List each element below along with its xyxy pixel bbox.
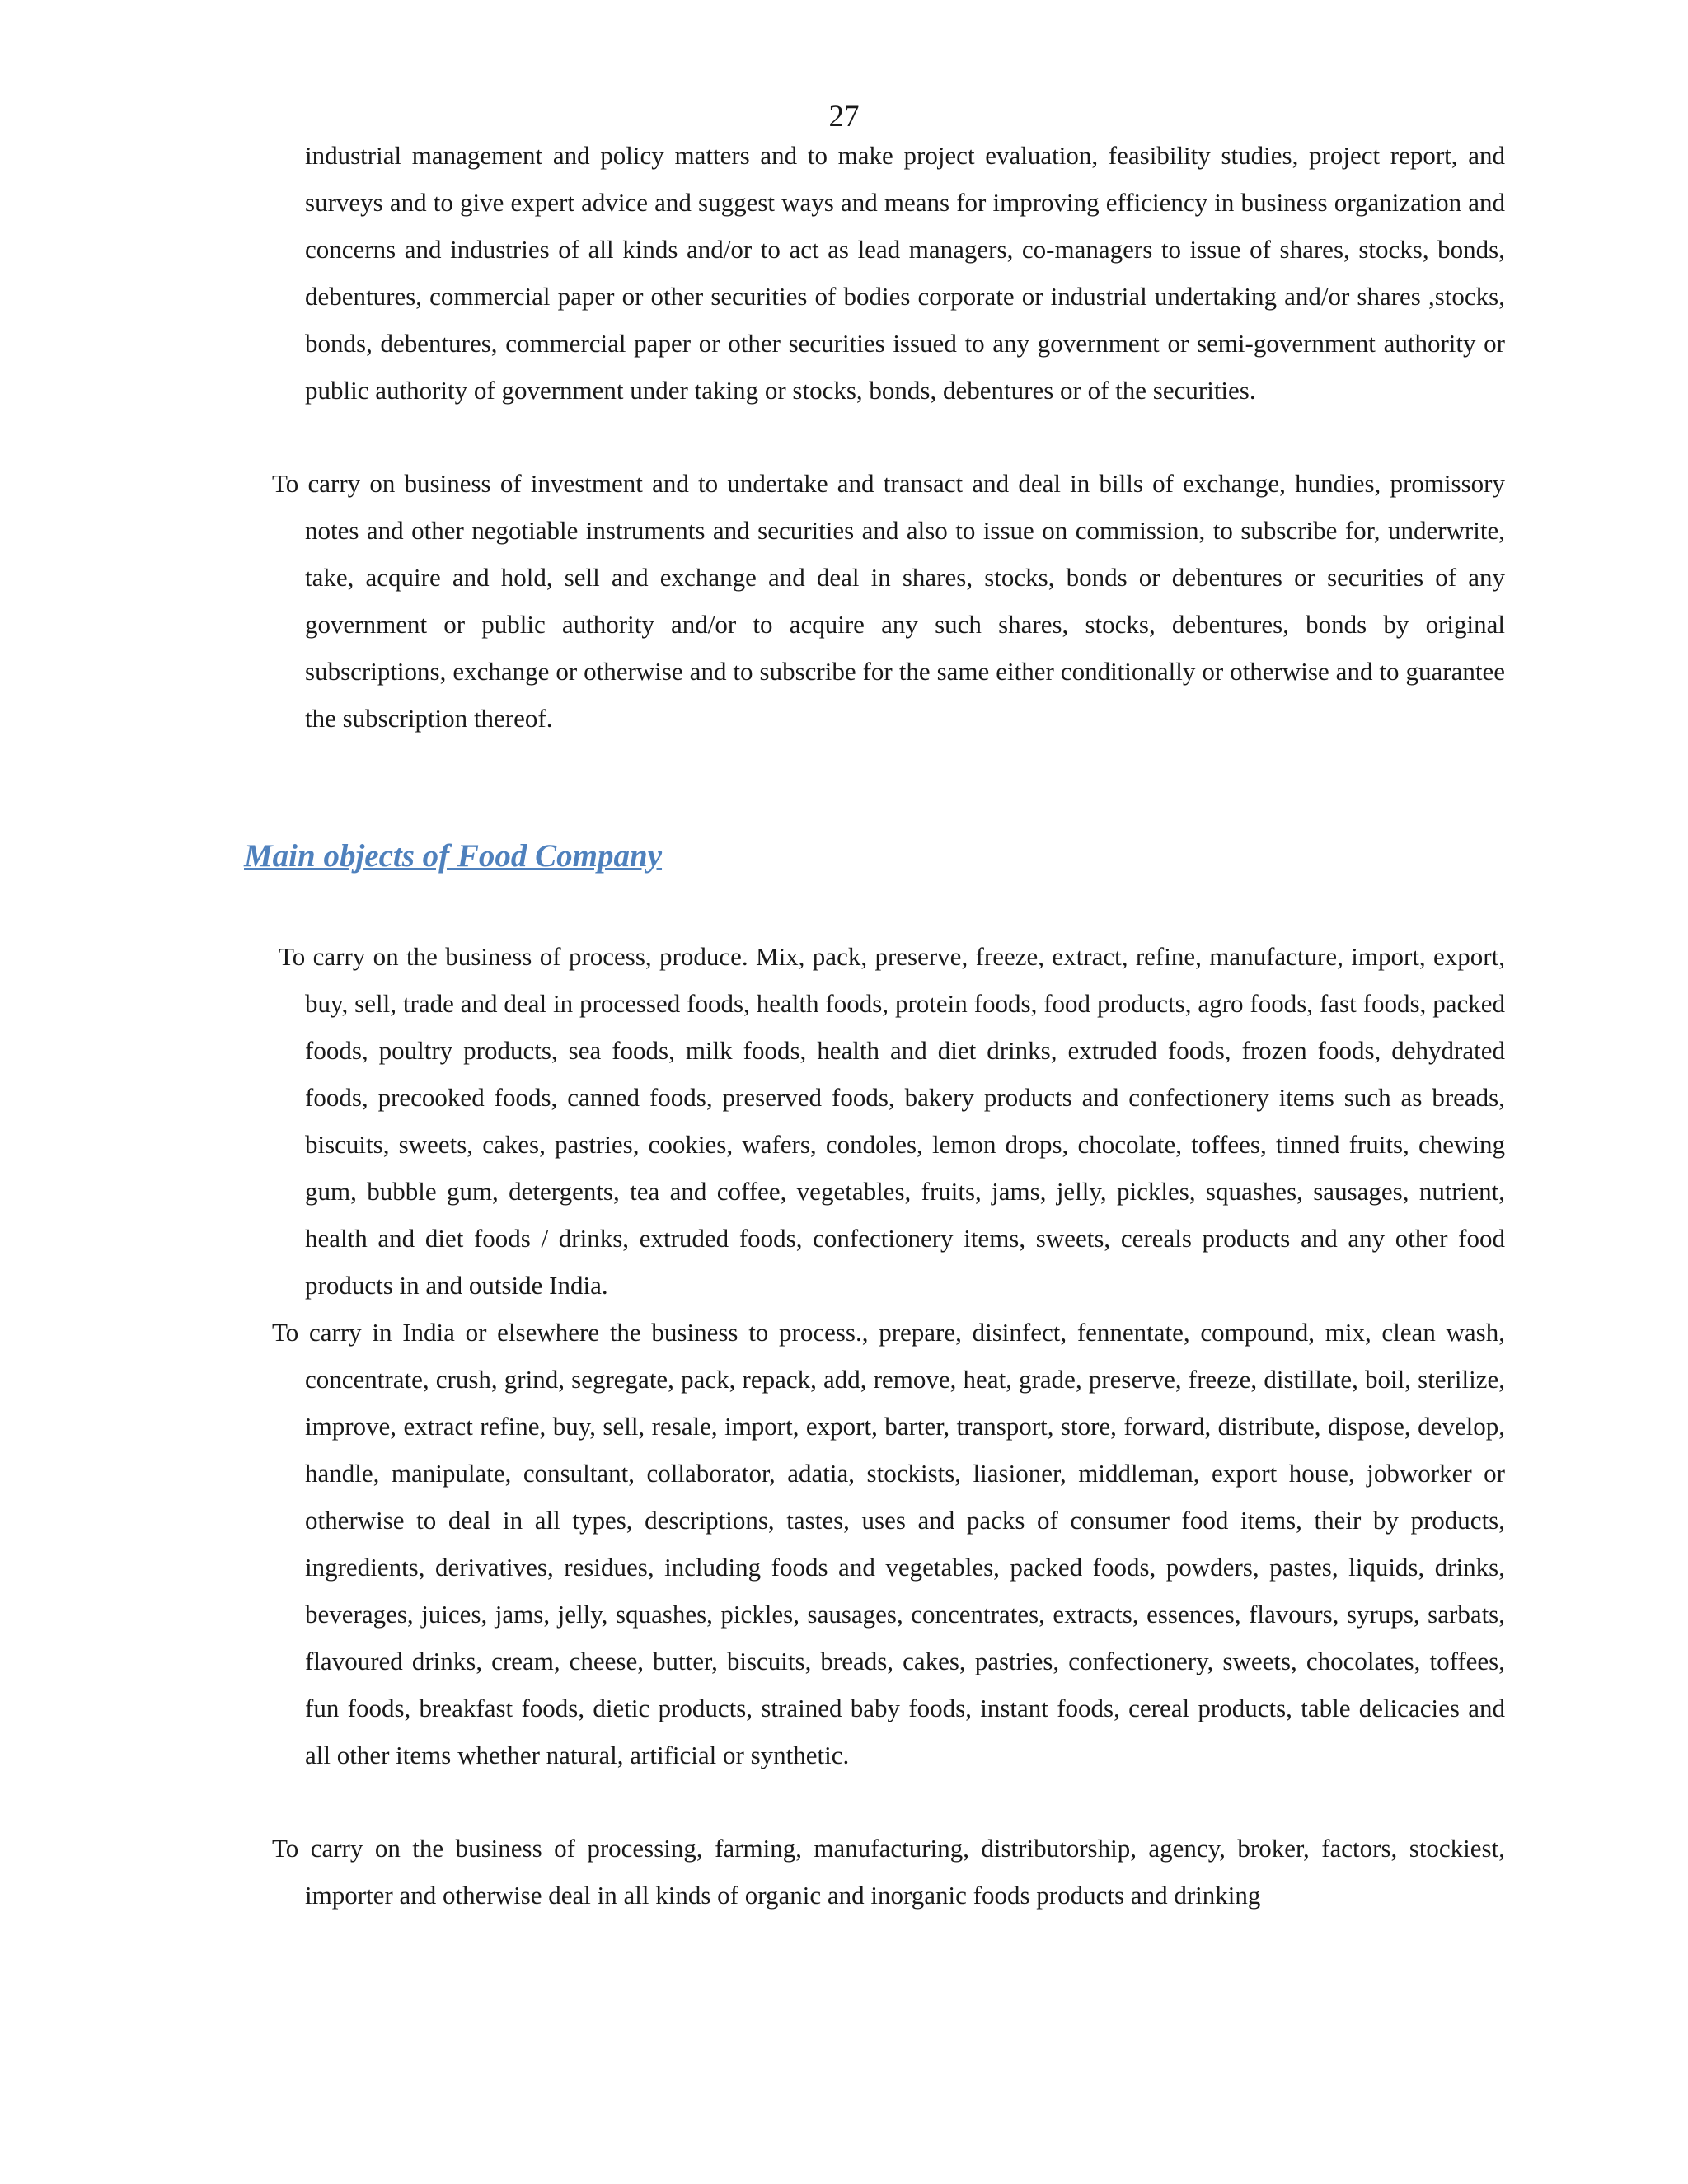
paragraph-processing-farming: To carry on the business of processing, farming, manufacturing, distributorship, agency, broker, factors, stockiest, importer and otherwise deal in all kinds of organic and inorganic foods products and drinking [272, 1834, 1505, 1910]
paragraph-food-processing: To carry on the business of process, produce. Mix, pack, preserve, freeze, extract, refine, manufacture, import, export, buy, sell, trade and deal in processed foods, health foods, protein foods, food products, agro foods, fast foods, packed foods, poultry products, sea foods, milk foods, health and diet drinks, extruded foods, frozen foods, dehydrated foods, precooked foods, canned foods, preserved foods, bakery products and confectionery items such as breads, biscuits, sweets, cakes, pastries, cookies, wafers, condoles, lemon drops, chocolate, toffees, tinned fruits, chewing gum, bubble gum, detergents, tea and coffee, vegetables, fruits, jams, jelly, pickles, squashes, sausages, nutrient, health and diet foods / drinks, extruded foods, confectionery items, sweets, cereals products and any other food products in and outside India. [279, 942, 1505, 1300]
page-number: 27 [828, 100, 860, 134]
paragraph-process-prepare: To carry in India or elsewhere the business to process., prepare, disinfect, fennentate, compound, mix, clean wash, concentrate, crush, grind, segregate, pack, repack, add, remove, heat, grade, preserve, freeze, distillate, boil, sterilize, improve, extract refine, buy, sell, resale, import, export, barter, transport, store, forward, distribute, dispose, develop, handle, manipulate, consultant, collaborator, adatia, stockists, liasioner, middleman, export house, jobworker or otherwise to deal in all types, descriptions, tastes, uses and packs of consumer food items, their by products, ingredients, derivatives, residues, including foods and vegetables, packed foods, powders, pastes, liquids, drinks, beverages, juices, jams, jelly, squashes, pickles, sausages, concentrates, extracts, essences, flavours, syrups, sarbats, flavoured drinks, cream, cheese, butter, biscuits, breads, cakes, pastries, confectionery, sweets, chocolates, toffees, fun foods, breakfast foods, dietic products, strained baby foods, instant foods, cereal products, table delicacies and all other items whether natural, artificial or synthetic. [272, 1318, 1505, 1769]
paragraph-industrial-management: industrial management and policy matters and to make project evaluation, feasibility studies, project report, and surveys and to give expert advice and suggest ways and means for improving efficiency in business organization and concerns and industries of all kinds and/or to act as lead managers, co-managers to issue of shares, stocks, bonds, debentures, commercial paper or other securities of bodies corporate or industrial undertaking and/or shares ,stocks, bonds, debentures, commercial paper or other securities issued to any government or semi-government authority or public authority of government under taking or stocks, bonds, debentures or of the securities. [305, 141, 1505, 405]
section-heading-food-company: Main objects of Food Company [244, 838, 663, 874]
paragraph-investment-business: To carry on business of investment and to undertake and transact and deal in bills of exchange, hundies, promissory notes and other negotiable instruments and securities and also to issue on commission, to subscribe for, underwrite, take, acquire and hold, sell and exchange and deal in shares, stocks, bonds or debentures or securities of any government or public authority and/or to acquire any such shares, stocks, debentures, bonds by original subscriptions, exchange or otherwise and to subscribe for the same either conditionally or otherwise and to guarantee the subscription thereof. [272, 469, 1505, 733]
